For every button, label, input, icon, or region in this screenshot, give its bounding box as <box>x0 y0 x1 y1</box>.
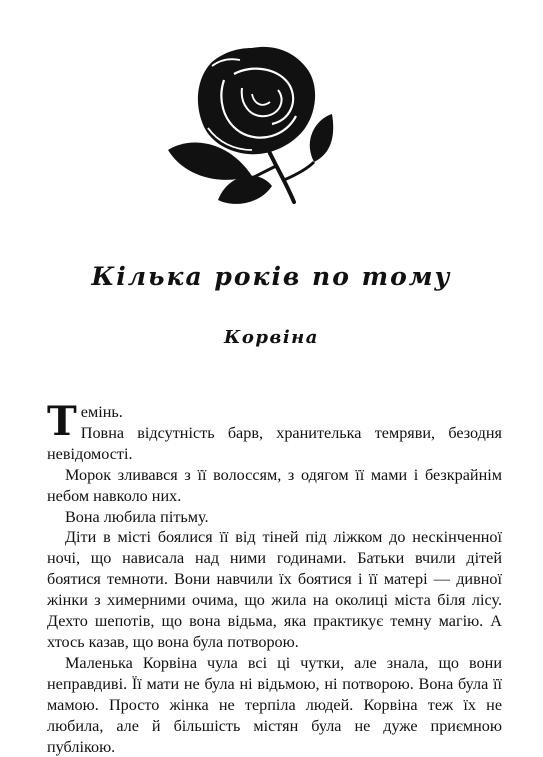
paragraph: Вона любила пітьму. <box>65 507 209 526</box>
drop-cap: Т <box>47 398 77 445</box>
paragraph: Маленька Корвіна чула всі ці чутки, але знала, що вони неправдиві. Її мати не була ні відьмою, ні потворою. Вона була її мамою. Просто жінка не терпіла людей. Корвіна теж їх не любила, але й більшість містян була не дуже приємною публікою. <box>47 653 502 756</box>
chapter-title: Кілька років по тому <box>91 262 452 291</box>
paragraph-first <box>47 398 502 465</box>
first-paragraph-cont: Повна відсутність барв, хранителька темряви, безодня невідомості. <box>47 423 502 463</box>
first-word-rest: емінь. <box>80 403 123 421</box>
paragraph: Діти в місті боялися її від тіней під ліжком до нескінченної ночі, що нависала над ними годинами. Батьки вчили дітей боятися темноти. Вони навчили їх боятися і її матері — дивної жінки з химерними очима, що жила на околиці міста біля лісу. Дехто шепотів, що вона відьма, яка практикує темну магію. А хтось казав, що вона була потворою. <box>47 528 502 651</box>
rose-icon <box>168 40 334 206</box>
chapter-subtitle: Корвіна <box>224 327 319 348</box>
body-text <box>47 398 502 757</box>
paragraph: Морок зливався з її волоссям, з одягом її мами і безкрайнім небом навколо них. <box>47 465 502 505</box>
